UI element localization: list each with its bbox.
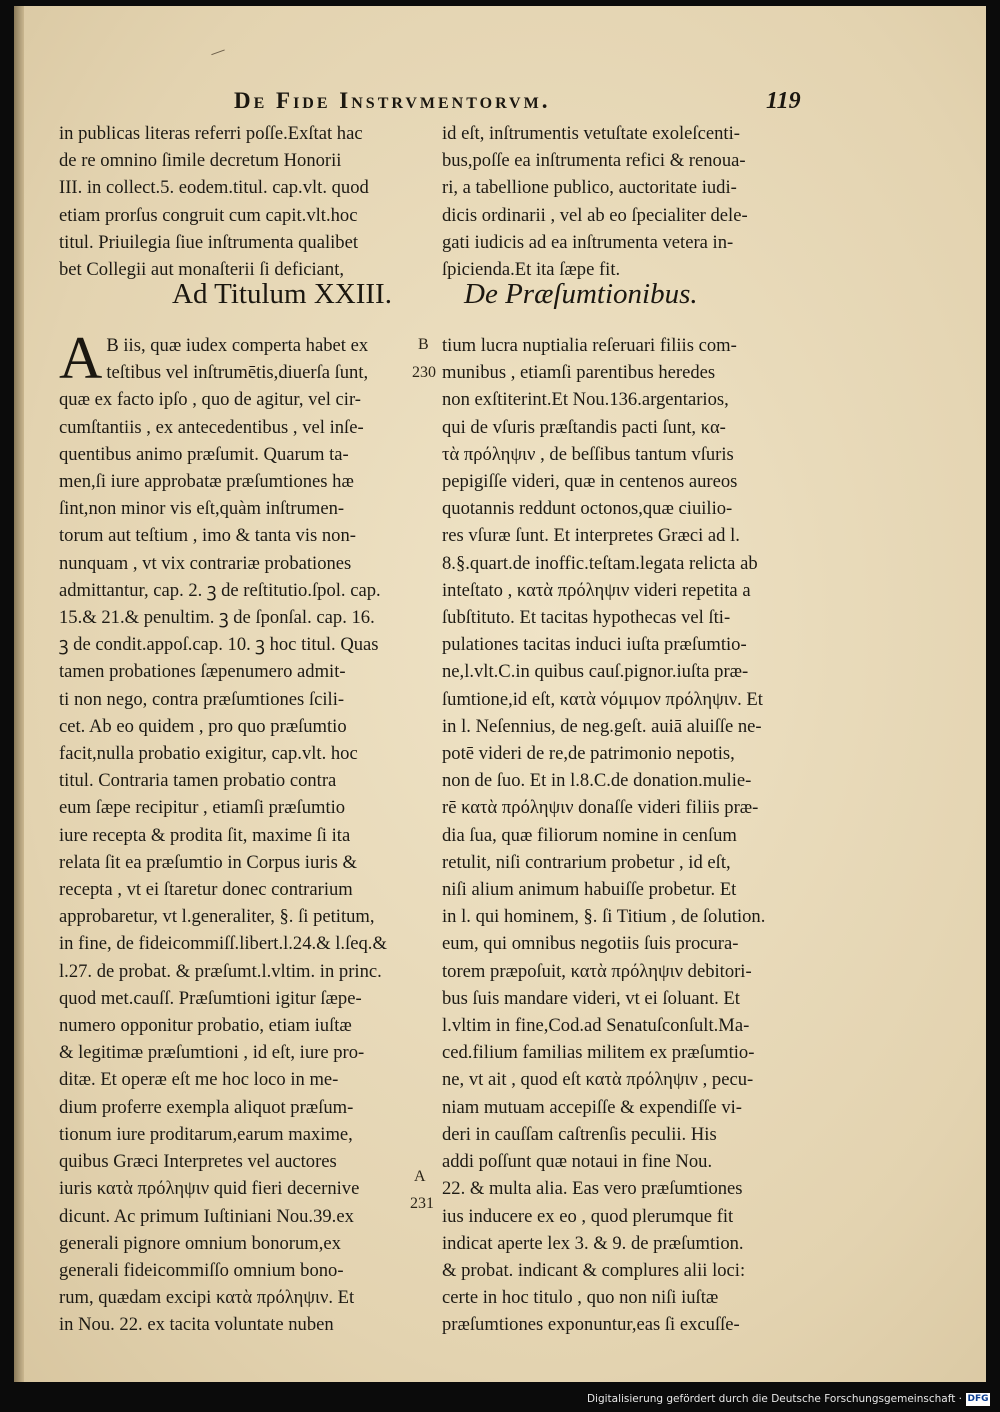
section-title-left: Ad Titulum XXIII.: [172, 278, 392, 310]
text-line: pepigiſſe videri, quæ in centenos aureos: [442, 471, 738, 493]
text-line: torum aut teſtium , imo & tanta vis non-: [59, 525, 356, 547]
text-line: facit,nulla probatio exigitur, cap.vlt. hoc: [59, 743, 358, 765]
text-line: potē videri de re,de patrimonio nepotis,: [442, 743, 735, 765]
text-line: numero opponitur probatio, etiam iuſtæ: [59, 1015, 352, 1037]
text-line: eum ſæpe recipitur , etiamſi præſumtio: [59, 797, 346, 819]
text-line: inteſtato , κατὰ πρόληψιν videri repetita a: [442, 579, 751, 601]
text-line: nunquam , vt vix contrariæ probationes: [59, 552, 352, 574]
text-line: 8.§.quart.de inoffic.teſtam.legata relicta ab: [442, 552, 758, 574]
text-line: generali pignore omnium bonorum,ex: [59, 1232, 341, 1254]
text-line: tamen probationes ſæpenumero admit-: [59, 661, 346, 683]
text-line: 15.& 21.& penultim. ꝫ de ſponſal. cap. 16.: [59, 607, 375, 629]
text-line: non de ſuo. Et in l.8.C.de donation.mulie-: [442, 770, 752, 792]
text-line: τὰ πρόληψιν , de beſſibus tantum vſuris: [442, 443, 734, 465]
text-line: gati iudicis ad ea inſtrumenta vetera in-: [442, 231, 734, 253]
text-line: bus,poſſe ea inſtrumenta refici & renoua-: [442, 150, 746, 172]
pencil-mark: [209, 44, 225, 55]
text-line: bet Collegii aut monaſterii ſi deficiant,: [59, 259, 345, 281]
text-line: etiam prorſus congruit cum capit.vlt.hoc: [59, 204, 358, 226]
text-line: tionum iure proditarum,earum maxime,: [59, 1123, 353, 1145]
text-line: qui de vſuris præſtandis pacti ſunt, κα-: [442, 416, 726, 438]
text-line: pulationes tacitas induci iuſta præſumtio-: [442, 634, 747, 656]
text-line: iure recepta & prodita ſit, maxime ſi ita: [59, 824, 351, 846]
text-line: approbaretur, vt l.generaliter, §. ſi petitum,: [59, 906, 375, 928]
text-line: ti non nego, contra præſumtiones ſcili-: [59, 688, 345, 710]
page-gutter-edge: [14, 6, 24, 1382]
text-line: addi poſſunt quæ notaui in fine Nou.: [442, 1151, 713, 1173]
text-line: bus ſuis mandare videri, vt ei ſoluant. Et: [442, 987, 740, 1009]
text-line: in l. Neſennius, de neg.geſt. auiā aluiſſe ne-: [442, 715, 762, 737]
text-line: in l. qui hominem, §. ſi Titium , de ſolution.: [442, 906, 766, 928]
text-line: niſi alium animum habuiſſe probetur. Et: [442, 879, 737, 901]
text-line: & legitimæ præſumtioni , id eſt, iure pro-: [59, 1042, 365, 1064]
text-line: tium lucra nuptialia reſeruari filiis com-: [442, 335, 737, 356]
drop-capital: A: [59, 325, 103, 391]
text-line: titul. Priuilegia ſiue inſtrumenta qualibet: [59, 231, 358, 253]
text-line: admittantur, cap. 2. ꝫ de reſtitutio.ſpol. cap.: [59, 579, 381, 601]
text-line: quotannis reddunt octonos,quæ ciuilio-: [442, 498, 733, 520]
margin-number-231: 231: [410, 1195, 434, 1212]
margin-letter-a: A: [414, 1168, 426, 1185]
text-line: id eſt, inſtrumentis vetuſtate exoleſcenti-: [442, 123, 740, 144]
text-line: ius inducere ex eo , quod plerumque fit: [442, 1205, 734, 1227]
running-head: De Fide Instrvmentorvm.: [234, 88, 551, 113]
text-line: torem præpoſuit, κατὰ πρόληψιν debitori-: [442, 960, 752, 982]
text-line: relata ſit ea præſumtio in Corpus iuris &: [59, 851, 357, 873]
text-line: cumſtantiis , ex antecedentibus , vel inſe-: [59, 416, 364, 438]
footer-credit-text: Digitalisierung gefördert durch die Deutsche Forschungsgemeinschaft ·: [586, 1393, 962, 1405]
page-number: 119: [766, 88, 801, 114]
text-line: titul. Contraria tamen probatio contra: [59, 770, 337, 792]
text-line: rum, quædam excipi κατὰ πρόληψιν. Et: [59, 1287, 355, 1309]
text-line: ced.filium familias militem ex præſumtio-: [442, 1042, 755, 1064]
text-line: III. in collect.5. eodem.titul. cap.vlt. quod: [59, 177, 369, 199]
text-line: dium proferre exempla aliquot præſum-: [59, 1096, 354, 1118]
top-right-column: [442, 120, 822, 283]
text-line: in publicas literas referri poſſe.Exſtat hac: [59, 123, 363, 144]
text-line: cet. Ab eo quidem , pro quo præſumtio: [59, 715, 347, 737]
text-line: & probat. indicant & complures alii loci:: [442, 1259, 746, 1281]
text-line: quentibus animo præſumit. Quarum ta-: [59, 443, 349, 465]
text-line: dicis ordinarii , vel ab eo ſpecialiter dele-: [442, 204, 748, 226]
top-left-column: [59, 120, 439, 283]
text-line: l.27. de probat. & præſumt.l.vltim. in princ.: [59, 960, 382, 982]
text-line: in fine, de fideicommiſſ.libert.l.24.& l.ſeq.&: [59, 933, 387, 955]
text-line: niam mutuam accepiſſe & expendiſſe vi-: [442, 1096, 742, 1118]
text-line: in Nou. 22. ex tacita voluntate nuben: [59, 1314, 334, 1336]
text-line: retulit, niſi contrarium probetur , id eſt,: [442, 851, 731, 873]
text-line: dicunt. Ac primum Iuſtiniani Nou.39.ex: [59, 1205, 354, 1227]
text-line: 22. & multa alia. Eas vero præſumtiones: [442, 1178, 743, 1200]
text-line: ſpicienda.Et ita ſæpe fit.: [442, 259, 621, 281]
text-line: rē κατὰ πρόληψιν donaſſe videri filiis præ-: [442, 797, 759, 819]
text-line: generali fideicommiſſo omnium bono-: [59, 1259, 344, 1281]
text-line: men,ſi iure approbatæ præſumtiones hæ: [59, 471, 354, 493]
dfg-logo-icon: DFG: [967, 1393, 989, 1404]
text-line: l.vltim in fine,Cod.ad Senatuſconſult.Ma-: [442, 1015, 750, 1037]
text-line: dia ſua, quæ filiorum nomine in cenſum: [442, 824, 737, 846]
text-line: certe in hoc titulo , quo non niſi iuſtæ: [442, 1287, 719, 1309]
text-line: ne, vt ait , quod eſt κατὰ πρόληψιν , pecu-: [442, 1069, 754, 1091]
text-line: ne,l.vlt.C.in quibus cauſ.pignor.iuſta præ-: [442, 661, 749, 683]
text-line: ri, a tabellione publico, auctoritate iudi-: [442, 177, 737, 199]
digitization-footer: [587, 1391, 990, 1407]
text-line: ſint,non minor vis eſt,quàm inſtrumen-: [59, 498, 345, 520]
text-line: quod met.cauſſ. Præſumtioni igitur ſæpe-: [59, 987, 362, 1009]
body-right-column: [442, 332, 807, 1339]
text-line: ſubſtituto. Et tacitas hypothecas vel ſti-: [442, 607, 731, 629]
text-line: præſumtiones exponuntur,eas ſi excuſſe-: [442, 1314, 740, 1336]
margin-letter-b: B: [418, 336, 429, 353]
text-line: ſumtione,id eſt, κατὰ νόμιμον πρόληψιν. Et: [442, 688, 763, 710]
text-line: ꝫ de condit.appoſ.cap. 10. ꝫ hoc titul. Quas: [59, 634, 379, 656]
text-line: eum, qui omnibus negotiis ſuis procura-: [442, 933, 739, 955]
text-line: recepta , vt ei ſtaretur donec contrarium: [59, 879, 353, 901]
text-line: munibus , etiamſi parentibus heredes: [442, 362, 716, 384]
book-page: [14, 6, 986, 1382]
text-line: de re omnino ſimile decretum Honorii: [59, 150, 342, 172]
text-line: quibus Græci Interpretes vel auctores: [59, 1151, 337, 1173]
text-line: ditæ. Et operæ eſt me hoc loco in me-: [59, 1069, 339, 1091]
text-line: indicat aperte lex 3. & 9. de præſumtion.: [442, 1232, 744, 1254]
text-line: deri in cauſſam caſtrenſis peculii. His: [442, 1123, 717, 1145]
section-title-right: De Præſumtionibus.: [464, 278, 698, 310]
text-line: res vſuræ ſunt. Et interpretes Græci ad l.: [442, 525, 740, 547]
body-left-column: [59, 325, 424, 1339]
text-line: non exſtiterint.Et Nou.136.argentarios,: [442, 389, 729, 411]
text-line: B iis, quæ iudex comperta habet ex: [106, 335, 369, 356]
margin-number-230: 230: [412, 364, 436, 381]
text-line: quæ ex facto ipſo , quo de agitur, vel cir-: [59, 389, 361, 411]
text-line: iuris κατὰ πρόληψιν quid fieri decernive: [59, 1178, 360, 1200]
text-line: teſtibus vel inſtrumētis,diuerſa ſunt,: [106, 362, 369, 384]
